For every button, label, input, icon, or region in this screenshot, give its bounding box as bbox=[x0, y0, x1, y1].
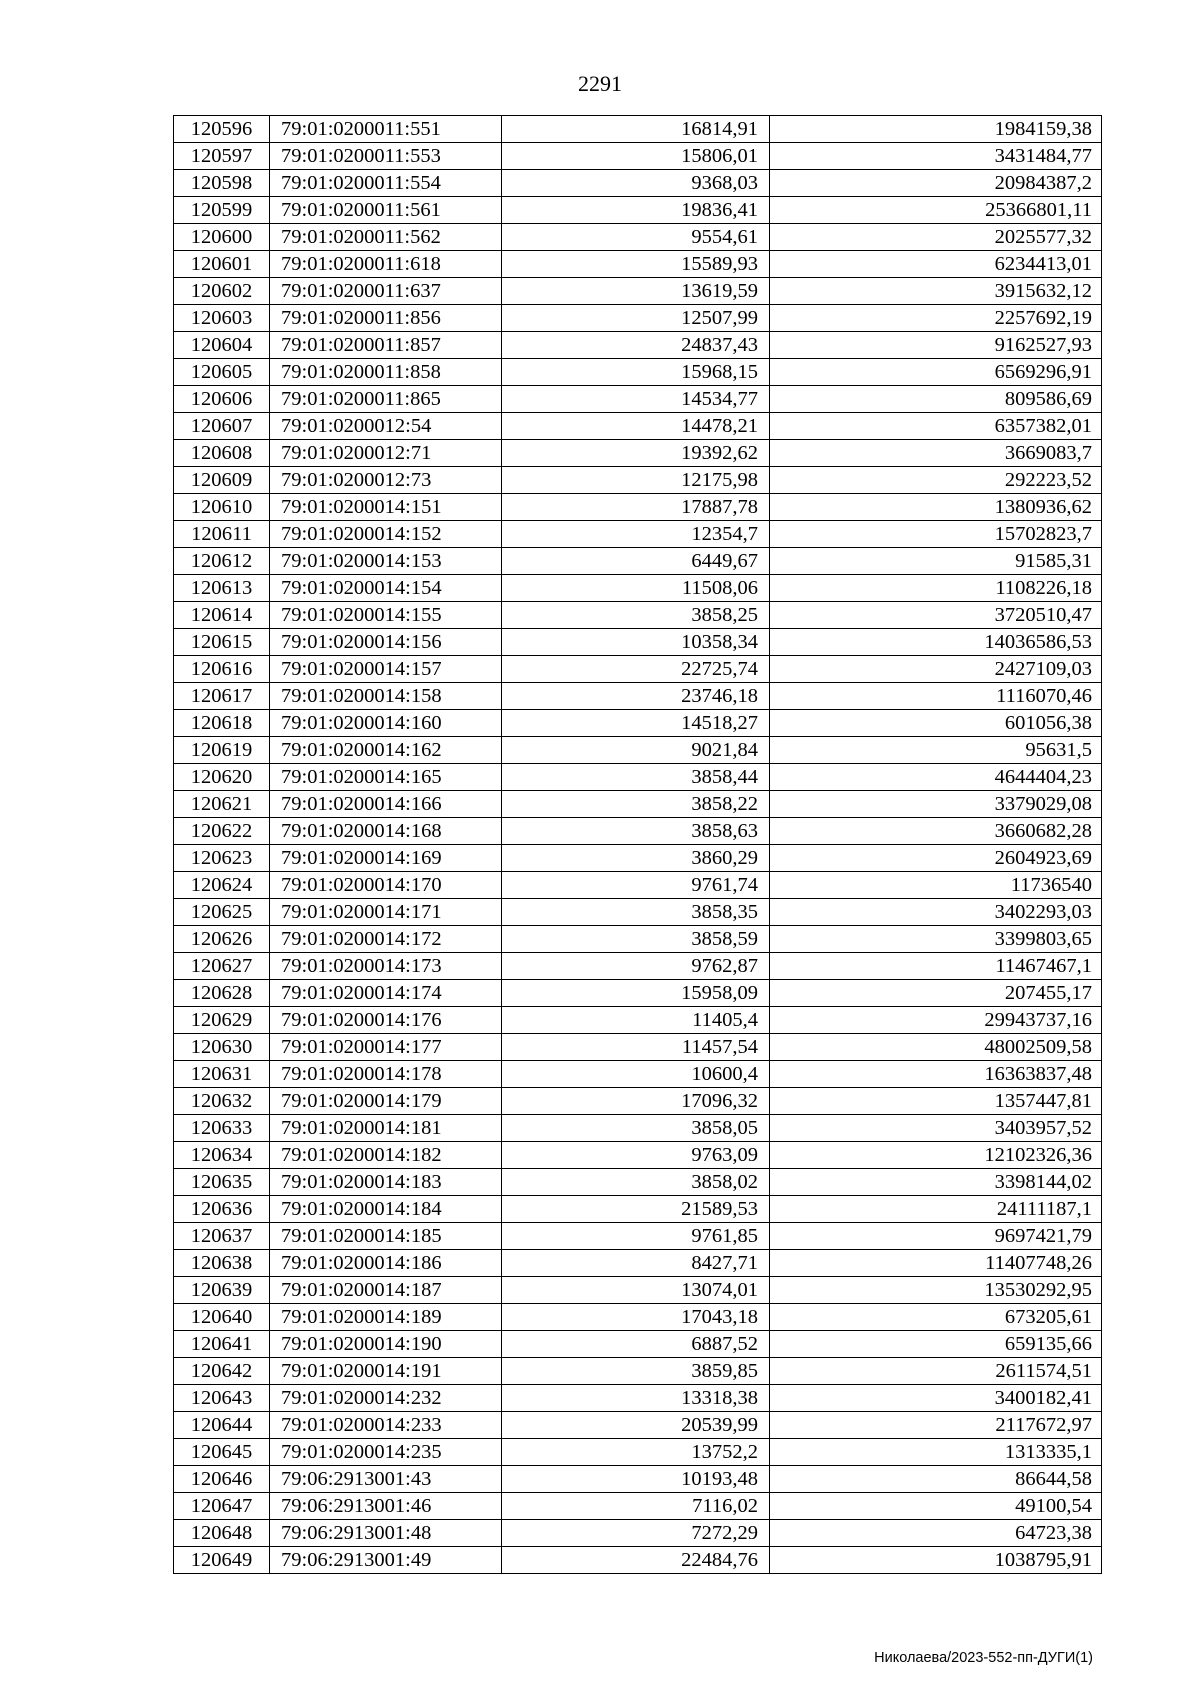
cadastral-number-cell: 79:01:0200012:54 bbox=[270, 413, 502, 440]
cost-cell: 3403957,52 bbox=[770, 1115, 1102, 1142]
area-cell: 8427,71 bbox=[502, 1250, 770, 1277]
table-row bbox=[174, 224, 1102, 251]
cadastral-number-cell: 79:01:0200011:561 bbox=[270, 197, 502, 224]
cadastral-number-cell: 79:06:2913001:48 bbox=[270, 1520, 502, 1547]
area-cell: 17887,78 bbox=[502, 494, 770, 521]
cost-cell: 11736540 bbox=[770, 872, 1102, 899]
cost-cell: 3398144,02 bbox=[770, 1169, 1102, 1196]
row-number-cell: 120634 bbox=[174, 1142, 270, 1169]
cost-cell: 11467467,1 bbox=[770, 953, 1102, 980]
table-row bbox=[174, 818, 1102, 845]
area-cell: 15958,09 bbox=[502, 980, 770, 1007]
cost-cell: 207455,17 bbox=[770, 980, 1102, 1007]
row-number-cell: 120646 bbox=[174, 1466, 270, 1493]
table-row bbox=[174, 413, 1102, 440]
row-number-cell: 120609 bbox=[174, 467, 270, 494]
cadastral-number-cell: 79:01:0200011:858 bbox=[270, 359, 502, 386]
area-cell: 22725,74 bbox=[502, 656, 770, 683]
table-row bbox=[174, 1061, 1102, 1088]
row-number-cell: 120636 bbox=[174, 1196, 270, 1223]
cadastral-number-cell: 79:01:0200011:618 bbox=[270, 251, 502, 278]
table-row bbox=[174, 1304, 1102, 1331]
row-number-cell: 120639 bbox=[174, 1277, 270, 1304]
area-cell: 3859,85 bbox=[502, 1358, 770, 1385]
cadastral-number-cell: 79:01:0200014:190 bbox=[270, 1331, 502, 1358]
table-row bbox=[174, 656, 1102, 683]
table-row bbox=[174, 305, 1102, 332]
table-row bbox=[174, 467, 1102, 494]
row-number-cell: 120632 bbox=[174, 1088, 270, 1115]
cadastral-number-cell: 79:01:0200014:151 bbox=[270, 494, 502, 521]
table-row bbox=[174, 1385, 1102, 1412]
cost-cell: 11407748,26 bbox=[770, 1250, 1102, 1277]
row-number-cell: 120620 bbox=[174, 764, 270, 791]
cost-cell: 3400182,41 bbox=[770, 1385, 1102, 1412]
row-number-cell: 120648 bbox=[174, 1520, 270, 1547]
row-number-cell: 120626 bbox=[174, 926, 270, 953]
table-row bbox=[174, 1196, 1102, 1223]
area-cell: 23746,18 bbox=[502, 683, 770, 710]
table-row bbox=[174, 1547, 1102, 1574]
area-cell: 19836,41 bbox=[502, 197, 770, 224]
area-cell: 12354,7 bbox=[502, 521, 770, 548]
row-number-cell: 120618 bbox=[174, 710, 270, 737]
area-cell: 3858,25 bbox=[502, 602, 770, 629]
cadastral-number-cell: 79:01:0200014:158 bbox=[270, 683, 502, 710]
cost-cell: 673205,61 bbox=[770, 1304, 1102, 1331]
row-number-cell: 120599 bbox=[174, 197, 270, 224]
cadastral-number-cell: 79:01:0200014:179 bbox=[270, 1088, 502, 1115]
cadastral-number-cell: 79:01:0200014:162 bbox=[270, 737, 502, 764]
cadastral-number-cell: 79:01:0200014:178 bbox=[270, 1061, 502, 1088]
cadastral-number-cell: 79:01:0200011:637 bbox=[270, 278, 502, 305]
row-number-cell: 120617 bbox=[174, 683, 270, 710]
table-row bbox=[174, 278, 1102, 305]
area-cell: 14518,27 bbox=[502, 710, 770, 737]
row-number-cell: 120623 bbox=[174, 845, 270, 872]
area-cell: 3858,05 bbox=[502, 1115, 770, 1142]
cost-cell: 14036586,53 bbox=[770, 629, 1102, 656]
cost-cell: 3431484,77 bbox=[770, 143, 1102, 170]
cost-cell: 1380936,62 bbox=[770, 494, 1102, 521]
table-row bbox=[174, 1466, 1102, 1493]
area-cell: 11508,06 bbox=[502, 575, 770, 602]
area-cell: 15968,15 bbox=[502, 359, 770, 386]
area-cell: 6887,52 bbox=[502, 1331, 770, 1358]
cadastral-number-cell: 79:01:0200014:154 bbox=[270, 575, 502, 602]
cost-cell: 9162527,93 bbox=[770, 332, 1102, 359]
cadastral-number-cell: 79:01:0200014:183 bbox=[270, 1169, 502, 1196]
area-cell: 10358,34 bbox=[502, 629, 770, 656]
cost-cell: 49100,54 bbox=[770, 1493, 1102, 1520]
table-row bbox=[174, 1250, 1102, 1277]
cadastral-number-cell: 79:01:0200014:171 bbox=[270, 899, 502, 926]
row-number-cell: 120640 bbox=[174, 1304, 270, 1331]
table-row bbox=[174, 791, 1102, 818]
cost-cell: 15702823,7 bbox=[770, 521, 1102, 548]
row-number-cell: 120598 bbox=[174, 170, 270, 197]
cadastral-number-cell: 79:01:0200014:187 bbox=[270, 1277, 502, 1304]
cost-cell: 6234413,01 bbox=[770, 251, 1102, 278]
row-number-cell: 120649 bbox=[174, 1547, 270, 1574]
area-cell: 3858,02 bbox=[502, 1169, 770, 1196]
cadastral-number-cell: 79:01:0200014:169 bbox=[270, 845, 502, 872]
row-number-cell: 120614 bbox=[174, 602, 270, 629]
cost-cell: 1313335,1 bbox=[770, 1439, 1102, 1466]
table-row bbox=[174, 683, 1102, 710]
area-cell: 20539,99 bbox=[502, 1412, 770, 1439]
cost-cell: 95631,5 bbox=[770, 737, 1102, 764]
table-row bbox=[174, 251, 1102, 278]
cost-cell: 86644,58 bbox=[770, 1466, 1102, 1493]
cost-cell: 24111187,1 bbox=[770, 1196, 1102, 1223]
cost-cell: 2117672,97 bbox=[770, 1412, 1102, 1439]
cadastral-number-cell: 79:01:0200014:157 bbox=[270, 656, 502, 683]
cost-cell: 25366801,11 bbox=[770, 197, 1102, 224]
row-number-cell: 120641 bbox=[174, 1331, 270, 1358]
table-row bbox=[174, 953, 1102, 980]
area-cell: 10600,4 bbox=[502, 1061, 770, 1088]
table-row bbox=[174, 575, 1102, 602]
table-row bbox=[174, 359, 1102, 386]
area-cell: 9021,84 bbox=[502, 737, 770, 764]
cadastral-number-cell: 79:01:0200011:562 bbox=[270, 224, 502, 251]
row-number-cell: 120608 bbox=[174, 440, 270, 467]
cost-cell: 1108226,18 bbox=[770, 575, 1102, 602]
cost-cell: 16363837,48 bbox=[770, 1061, 1102, 1088]
cadastral-number-cell: 79:01:0200012:71 bbox=[270, 440, 502, 467]
area-cell: 9761,85 bbox=[502, 1223, 770, 1250]
cost-cell: 9697421,79 bbox=[770, 1223, 1102, 1250]
row-number-cell: 120616 bbox=[174, 656, 270, 683]
row-number-cell: 120611 bbox=[174, 521, 270, 548]
cadastral-number-cell: 79:01:0200011:551 bbox=[270, 116, 502, 143]
table-row bbox=[174, 1142, 1102, 1169]
row-number-cell: 120621 bbox=[174, 791, 270, 818]
area-cell: 11457,54 bbox=[502, 1034, 770, 1061]
row-number-cell: 120600 bbox=[174, 224, 270, 251]
cadastral-number-cell: 79:01:0200011:553 bbox=[270, 143, 502, 170]
row-number-cell: 120637 bbox=[174, 1223, 270, 1250]
cost-cell: 3720510,47 bbox=[770, 602, 1102, 629]
area-cell: 6449,67 bbox=[502, 548, 770, 575]
cadastral-number-cell: 79:01:0200014:168 bbox=[270, 818, 502, 845]
row-number-cell: 120627 bbox=[174, 953, 270, 980]
table-body bbox=[174, 116, 1102, 1574]
table-row bbox=[174, 1223, 1102, 1250]
row-number-cell: 120605 bbox=[174, 359, 270, 386]
area-cell: 13752,2 bbox=[502, 1439, 770, 1466]
row-number-cell: 120630 bbox=[174, 1034, 270, 1061]
row-number-cell: 120596 bbox=[174, 116, 270, 143]
cadastral-number-cell: 79:06:2913001:49 bbox=[270, 1547, 502, 1574]
area-cell: 17096,32 bbox=[502, 1088, 770, 1115]
row-number-cell: 120633 bbox=[174, 1115, 270, 1142]
row-number-cell: 120643 bbox=[174, 1385, 270, 1412]
cadastral-number-cell: 79:01:0200014:156 bbox=[270, 629, 502, 656]
cost-cell: 64723,38 bbox=[770, 1520, 1102, 1547]
area-cell: 3858,59 bbox=[502, 926, 770, 953]
row-number-cell: 120624 bbox=[174, 872, 270, 899]
cost-cell: 1357447,81 bbox=[770, 1088, 1102, 1115]
area-cell: 7116,02 bbox=[502, 1493, 770, 1520]
cadastral-number-cell: 79:01:0200014:170 bbox=[270, 872, 502, 899]
row-number-cell: 120603 bbox=[174, 305, 270, 332]
table-row bbox=[174, 1331, 1102, 1358]
row-number-cell: 120602 bbox=[174, 278, 270, 305]
table-row bbox=[174, 1493, 1102, 1520]
table-row bbox=[174, 1520, 1102, 1547]
table-row bbox=[174, 1034, 1102, 1061]
table-row bbox=[174, 386, 1102, 413]
row-number-cell: 120642 bbox=[174, 1358, 270, 1385]
cost-cell: 2257692,19 bbox=[770, 305, 1102, 332]
cadastral-number-cell: 79:01:0200014:160 bbox=[270, 710, 502, 737]
cost-cell: 13530292,95 bbox=[770, 1277, 1102, 1304]
cost-cell: 2427109,03 bbox=[770, 656, 1102, 683]
cadastral-number-cell: 79:06:2913001:46 bbox=[270, 1493, 502, 1520]
area-cell: 10193,48 bbox=[502, 1466, 770, 1493]
area-cell: 3860,29 bbox=[502, 845, 770, 872]
cadastral-number-cell: 79:01:0200014:174 bbox=[270, 980, 502, 1007]
table-row bbox=[174, 197, 1102, 224]
cadastral-number-cell: 79:01:0200011:856 bbox=[270, 305, 502, 332]
table-row bbox=[174, 1088, 1102, 1115]
cadastral-number-cell: 79:01:0200014:155 bbox=[270, 602, 502, 629]
cost-cell: 292223,52 bbox=[770, 467, 1102, 494]
cadastral-number-cell: 79:01:0200014:189 bbox=[270, 1304, 502, 1331]
cost-cell: 3915632,12 bbox=[770, 278, 1102, 305]
page-number: 2291 bbox=[578, 71, 622, 96]
row-number-cell: 120645 bbox=[174, 1439, 270, 1466]
cost-cell: 2604923,69 bbox=[770, 845, 1102, 872]
table-row bbox=[174, 332, 1102, 359]
cadastral-number-cell: 79:01:0200014:173 bbox=[270, 953, 502, 980]
area-cell: 3858,22 bbox=[502, 791, 770, 818]
table-row bbox=[174, 710, 1102, 737]
table-row bbox=[174, 845, 1102, 872]
cost-cell: 3402293,03 bbox=[770, 899, 1102, 926]
cadastral-number-cell: 79:01:0200011:865 bbox=[270, 386, 502, 413]
table-row bbox=[174, 1412, 1102, 1439]
cadastral-number-cell: 79:06:2913001:43 bbox=[270, 1466, 502, 1493]
area-cell: 22484,76 bbox=[502, 1547, 770, 1574]
table-row bbox=[174, 980, 1102, 1007]
cost-cell: 2025577,32 bbox=[770, 224, 1102, 251]
table-row bbox=[174, 926, 1102, 953]
table-row bbox=[174, 602, 1102, 629]
area-cell: 13619,59 bbox=[502, 278, 770, 305]
row-number-cell: 120615 bbox=[174, 629, 270, 656]
table-row bbox=[174, 1439, 1102, 1466]
row-number-cell: 120613 bbox=[174, 575, 270, 602]
row-number-cell: 120644 bbox=[174, 1412, 270, 1439]
area-cell: 3858,35 bbox=[502, 899, 770, 926]
table-row bbox=[174, 440, 1102, 467]
cost-cell: 3379029,08 bbox=[770, 791, 1102, 818]
area-cell: 9761,74 bbox=[502, 872, 770, 899]
cost-cell: 3669083,7 bbox=[770, 440, 1102, 467]
row-number-cell: 120628 bbox=[174, 980, 270, 1007]
table-row bbox=[174, 1277, 1102, 1304]
row-number-cell: 120597 bbox=[174, 143, 270, 170]
row-number-cell: 120619 bbox=[174, 737, 270, 764]
cost-cell: 601056,38 bbox=[770, 710, 1102, 737]
row-number-cell: 120604 bbox=[174, 332, 270, 359]
cadastral-number-cell: 79:01:0200014:191 bbox=[270, 1358, 502, 1385]
area-cell: 15589,93 bbox=[502, 251, 770, 278]
row-number-cell: 120629 bbox=[174, 1007, 270, 1034]
cadastral-number-cell: 79:01:0200014:152 bbox=[270, 521, 502, 548]
cadastral-number-cell: 79:01:0200014:166 bbox=[270, 791, 502, 818]
cadastral-number-cell: 79:01:0200014:232 bbox=[270, 1385, 502, 1412]
area-cell: 12175,98 bbox=[502, 467, 770, 494]
area-cell: 17043,18 bbox=[502, 1304, 770, 1331]
row-number-cell: 120612 bbox=[174, 548, 270, 575]
cost-cell: 29943737,16 bbox=[770, 1007, 1102, 1034]
row-number-cell: 120622 bbox=[174, 818, 270, 845]
cadastral-number-cell: 79:01:0200014:181 bbox=[270, 1115, 502, 1142]
area-cell: 21589,53 bbox=[502, 1196, 770, 1223]
table-row bbox=[174, 521, 1102, 548]
cost-cell: 3399803,65 bbox=[770, 926, 1102, 953]
area-cell: 14534,77 bbox=[502, 386, 770, 413]
cost-cell: 4644404,23 bbox=[770, 764, 1102, 791]
area-cell: 16814,91 bbox=[502, 116, 770, 143]
cost-cell: 20984387,2 bbox=[770, 170, 1102, 197]
table-row bbox=[174, 494, 1102, 521]
cost-cell: 48002509,58 bbox=[770, 1034, 1102, 1061]
row-number-cell: 120647 bbox=[174, 1493, 270, 1520]
cadastral-number-cell: 79:01:0200014:153 bbox=[270, 548, 502, 575]
area-cell: 3858,44 bbox=[502, 764, 770, 791]
cadastral-number-cell: 79:01:0200014:185 bbox=[270, 1223, 502, 1250]
row-number-cell: 120606 bbox=[174, 386, 270, 413]
area-cell: 9554,61 bbox=[502, 224, 770, 251]
area-cell: 12507,99 bbox=[502, 305, 770, 332]
cadastral-number-cell: 79:01:0200014:184 bbox=[270, 1196, 502, 1223]
area-cell: 9762,87 bbox=[502, 953, 770, 980]
area-cell: 11405,4 bbox=[502, 1007, 770, 1034]
area-cell: 9368,03 bbox=[502, 170, 770, 197]
table-row bbox=[174, 1358, 1102, 1385]
cadastral-number-cell: 79:01:0200014:177 bbox=[270, 1034, 502, 1061]
area-cell: 13074,01 bbox=[502, 1277, 770, 1304]
cadastral-number-cell: 79:01:0200014:233 bbox=[270, 1412, 502, 1439]
area-cell: 19392,62 bbox=[502, 440, 770, 467]
area-cell: 7272,29 bbox=[502, 1520, 770, 1547]
cost-cell: 3660682,28 bbox=[770, 818, 1102, 845]
table-row bbox=[174, 548, 1102, 575]
data-table bbox=[173, 115, 1102, 1574]
cadastral-number-cell: 79:01:0200014:186 bbox=[270, 1250, 502, 1277]
cost-cell: 809586,69 bbox=[770, 386, 1102, 413]
cost-cell: 91585,31 bbox=[770, 548, 1102, 575]
table-row bbox=[174, 1115, 1102, 1142]
cost-cell: 659135,66 bbox=[770, 1331, 1102, 1358]
cadastral-number-cell: 79:01:0200014:182 bbox=[270, 1142, 502, 1169]
area-cell: 3858,63 bbox=[502, 818, 770, 845]
area-cell: 9763,09 bbox=[502, 1142, 770, 1169]
table-row bbox=[174, 170, 1102, 197]
footer-document-code: Николаева/2023-552-пп-ДУГИ(1) bbox=[874, 1650, 1093, 1666]
cost-cell: 2611574,51 bbox=[770, 1358, 1102, 1385]
cadastral-number-cell: 79:01:0200014:176 bbox=[270, 1007, 502, 1034]
cadastral-number-cell: 79:01:0200014:172 bbox=[270, 926, 502, 953]
cadastral-number-cell: 79:01:0200011:857 bbox=[270, 332, 502, 359]
table-row bbox=[174, 1007, 1102, 1034]
row-number-cell: 120607 bbox=[174, 413, 270, 440]
table-row bbox=[174, 1169, 1102, 1196]
table-row bbox=[174, 872, 1102, 899]
cadastral-number-cell: 79:01:0200014:165 bbox=[270, 764, 502, 791]
area-cell: 13318,38 bbox=[502, 1385, 770, 1412]
row-number-cell: 120625 bbox=[174, 899, 270, 926]
table-row bbox=[174, 629, 1102, 656]
row-number-cell: 120631 bbox=[174, 1061, 270, 1088]
table-row bbox=[174, 899, 1102, 926]
cost-cell: 6357382,01 bbox=[770, 413, 1102, 440]
cadastral-number-cell: 79:01:0200014:235 bbox=[270, 1439, 502, 1466]
area-cell: 14478,21 bbox=[502, 413, 770, 440]
table-row bbox=[174, 143, 1102, 170]
cost-cell: 1984159,38 bbox=[770, 116, 1102, 143]
cost-cell: 12102326,36 bbox=[770, 1142, 1102, 1169]
row-number-cell: 120610 bbox=[174, 494, 270, 521]
area-cell: 15806,01 bbox=[502, 143, 770, 170]
row-number-cell: 120638 bbox=[174, 1250, 270, 1277]
cost-cell: 1116070,46 bbox=[770, 683, 1102, 710]
table-row bbox=[174, 116, 1102, 143]
row-number-cell: 120635 bbox=[174, 1169, 270, 1196]
area-cell: 24837,43 bbox=[502, 332, 770, 359]
cadastral-number-cell: 79:01:0200011:554 bbox=[270, 170, 502, 197]
cost-cell: 1038795,91 bbox=[770, 1547, 1102, 1574]
table-row bbox=[174, 737, 1102, 764]
cadastral-number-cell: 79:01:0200012:73 bbox=[270, 467, 502, 494]
cost-cell: 6569296,91 bbox=[770, 359, 1102, 386]
row-number-cell: 120601 bbox=[174, 251, 270, 278]
table-row bbox=[174, 764, 1102, 791]
